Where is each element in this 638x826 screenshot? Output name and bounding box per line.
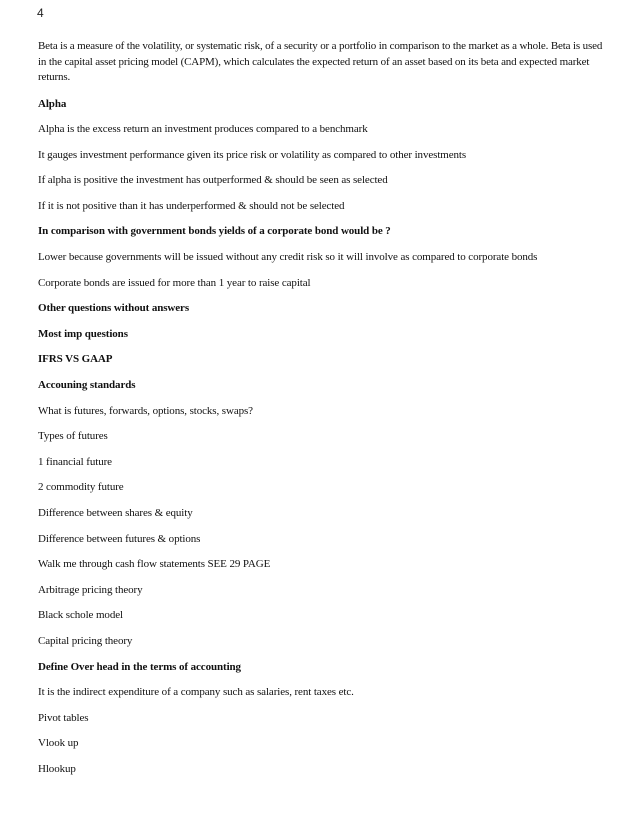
section-heading: In comparison with government bonds yields of a corporate bond would be ? bbox=[38, 225, 391, 238]
section-heading: Other questions without answers bbox=[38, 302, 190, 315]
text-line: Hlookup bbox=[38, 762, 76, 775]
document-body bbox=[38, 39, 608, 787]
text-line: 1 financial future bbox=[38, 455, 112, 468]
text-line: Arbitrage pricing theory bbox=[38, 583, 143, 596]
section-heading: Accouning standards bbox=[38, 379, 136, 392]
text-line: Types of futures bbox=[38, 430, 108, 443]
text-line: Capital pricing theory bbox=[38, 634, 133, 647]
text-line: Difference between shares & equity bbox=[38, 507, 193, 519]
section-heading: Alpha bbox=[38, 97, 67, 110]
text-line: It gauges investment performance given its price risk or volatility as compared to other investments bbox=[38, 148, 467, 161]
page-number: 4 bbox=[37, 6, 44, 20]
text-line: If it is not positive than it has underperformed & should not be selected bbox=[38, 199, 345, 212]
text-line: Vlook up bbox=[38, 737, 79, 750]
section-heading: Define Over head in the terms of accounting bbox=[38, 660, 241, 673]
text-line: Lower because governments will be issued without any credit risk so it will involve as compared to corporate bonds bbox=[38, 251, 538, 264]
text-line: If alpha is positive the investment has outperformed & should be seen as selected bbox=[38, 174, 388, 187]
text-line: Pivot tables bbox=[38, 711, 89, 724]
text-line: Difference between futures & options bbox=[38, 532, 201, 545]
text-line: Corporate bonds are issued for more than 1 year to raise capital bbox=[38, 276, 311, 289]
intro-paragraph: Beta is a measure of the volatility, or systematic risk, of a security or a portfolio in comparison to the market as a whole. Beta is used in the capital asset pricing model (CAPM), which calculates the expected return of an asset based on its beta and expected market returns. bbox=[38, 40, 603, 83]
text-line: Black schole model bbox=[38, 609, 123, 622]
text-line: Alpha is the excess return an investment produces compared to a benchmark bbox=[38, 123, 368, 136]
section-heading: IFRS VS GAAP bbox=[38, 353, 113, 366]
text-line: 2 commodity future bbox=[38, 481, 124, 494]
section-heading: Most imp questions bbox=[38, 327, 128, 340]
text-line: It is the indirect expenditure of a company such as salaries, rent taxes etc. bbox=[38, 686, 354, 699]
text-line: What is futures, forwards, options, stocks, swaps? bbox=[38, 404, 253, 417]
text-line: Walk me through cash flow statements SEE 29 PAGE bbox=[38, 558, 271, 571]
document-lines bbox=[38, 96, 608, 787]
